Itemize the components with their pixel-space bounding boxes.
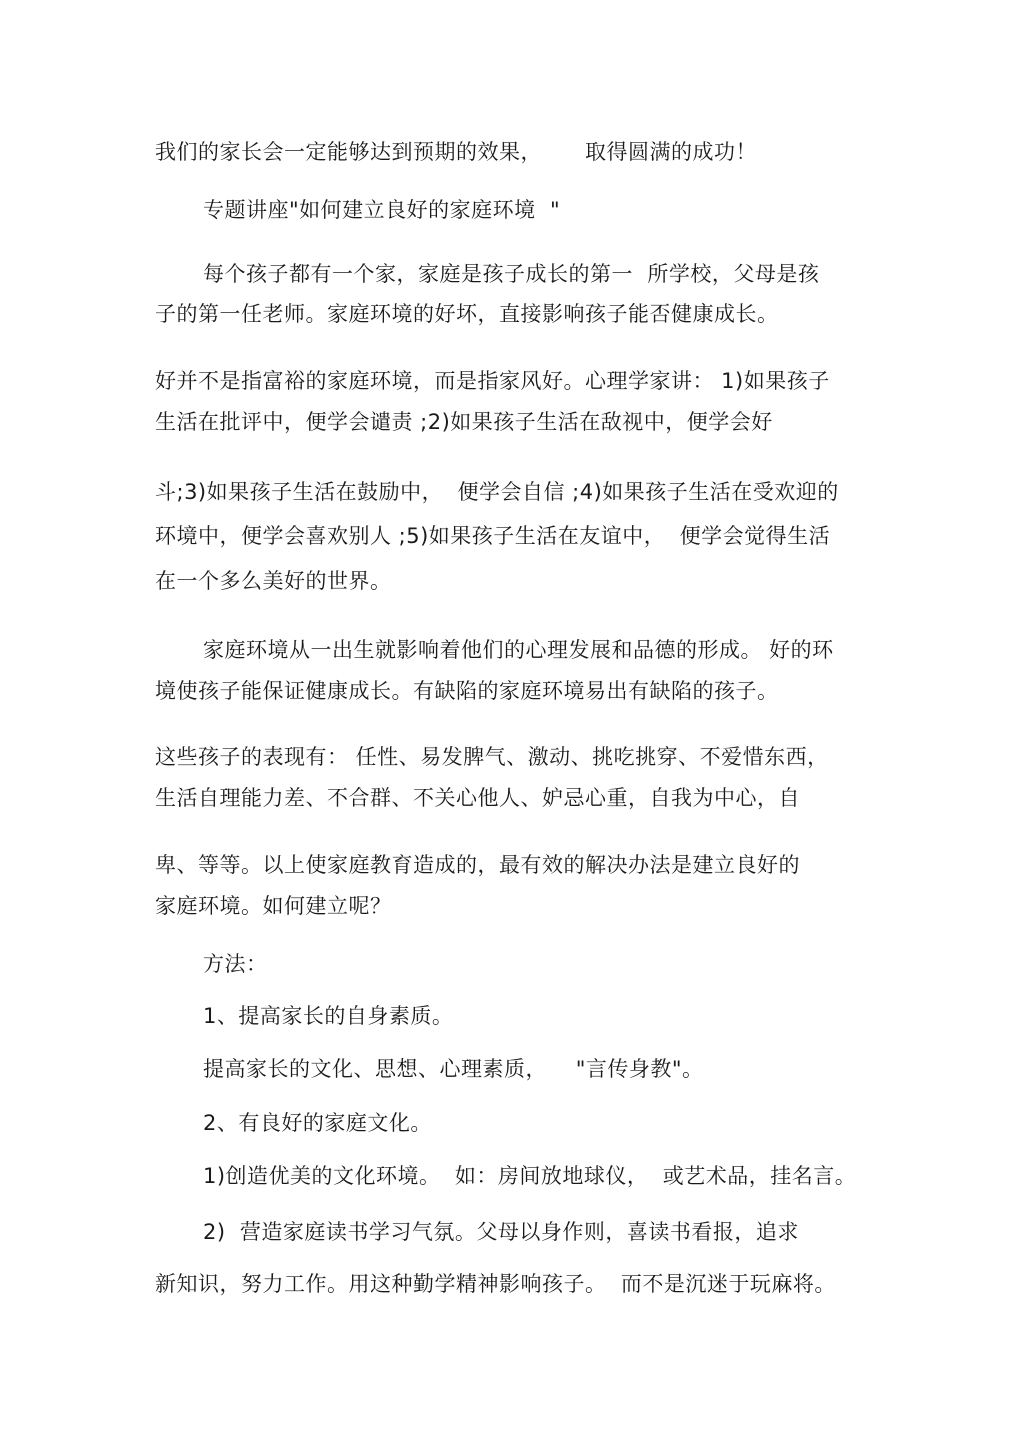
text-line-4: 子的第一任老师。家庭环境的好坏，直接影响孩子能否健康成长。: [155, 302, 779, 326]
text-line-1: 我们的家长会一定能够达到预期的效果， 取得圆满的成功！: [155, 140, 758, 164]
text-line-3: 每个孩子都有一个家，家庭是孩子成长的第一 所学校，父母是孩: [203, 262, 820, 286]
text-line-9: 在一个多么美好的世界。: [155, 569, 392, 593]
text-line-15: 家庭环境。如何建立呢？: [155, 894, 392, 918]
lecture-title: 专题讲座"如何建立良好的家庭环境 ": [203, 198, 561, 222]
text-line-10: 家庭环境从一出生就影响着他们的心理发展和品德的形成。 好的环: [203, 638, 834, 662]
text-line-13: 生活自理能力差、不合群、不关心他人、妒忌心重，自我为中心，自: [155, 786, 800, 810]
text-line-22: 新知识，努力工作。用这种勤学精神影响孩子。 而不是沉迷于玩麻将。: [155, 1272, 836, 1296]
method-1-text: 提高家长的文化、思想、心理素质， "言传身教"。: [203, 1057, 704, 1081]
method-1-heading: 1、提高家长的自身素质。: [203, 1004, 454, 1028]
text-line-7: 斗;3)如果孩子生活在鼓励中， 便学会自信 ;4)如果孩子生活在受欢迎的: [155, 480, 839, 504]
method-2-item-2: 2) 营造家庭读书学习气氛。父母以身作则，喜读书看报，追求: [203, 1220, 799, 1244]
text-line-6: 生活在批评中，便学会谴责 ;2)如果孩子生活在敌视中，便学会好: [155, 410, 773, 434]
text-line-11: 境使孩子能保证健康成长。有缺陷的家庭环境易出有缺陷的孩子。: [155, 679, 779, 703]
text-line-5: 好并不是指富裕的家庭环境，而是指家风好。心理学家讲： 1)如果孩子: [155, 369, 830, 393]
methods-heading: 方法：: [203, 952, 268, 976]
text-line-12: 这些孩子的表现有： 任性、易发脾气、激动、挑吃挑穿、不爱惜东西，: [155, 745, 829, 769]
method-2-item-1: 1)创造优美的文化环境。 如：房间放地球仪， 或艺术品，挂名言。: [203, 1164, 857, 1188]
text-line-8: 环境中，便学会喜欢别人 ;5)如果孩子生活在友谊中， 便学会觉得生活: [155, 524, 831, 548]
method-2-heading: 2、有良好的家庭文化。: [203, 1111, 432, 1135]
text-line-14: 卑、等等。以上使家庭教育造成的，最有效的解决办法是建立良好的: [155, 853, 800, 877]
